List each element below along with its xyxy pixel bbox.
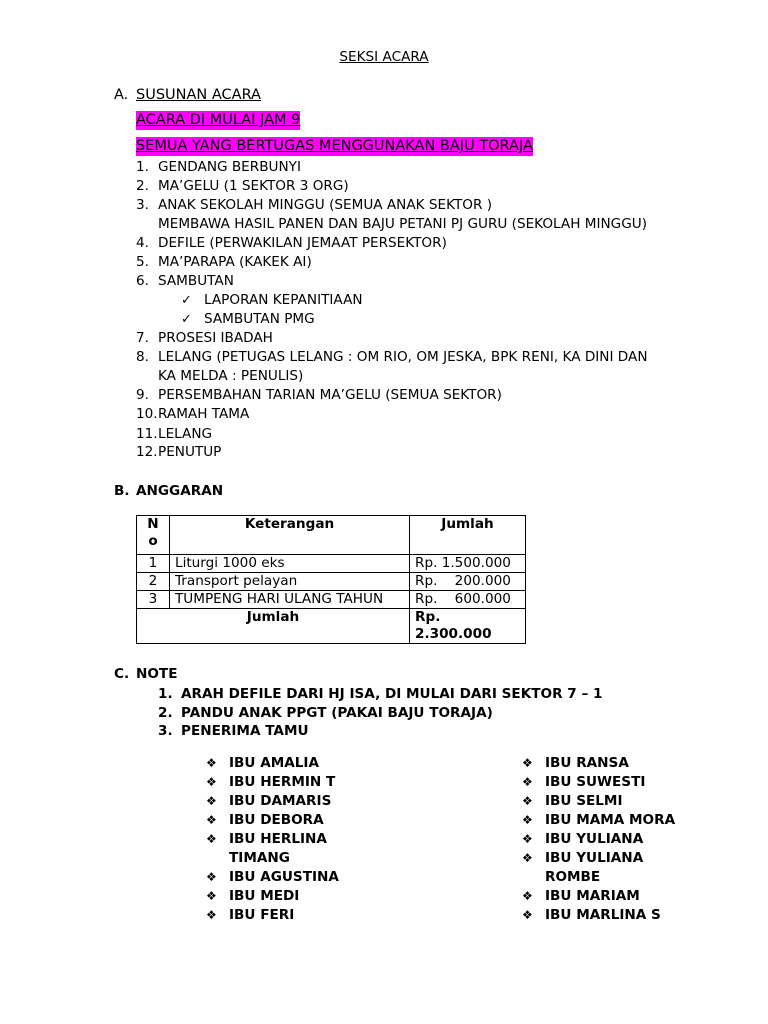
list-item: IBU SELMI	[545, 793, 623, 809]
list-item: IBU HERLINA	[229, 831, 327, 847]
list-item: RAMAH TAMA	[158, 406, 250, 422]
column-header-keterangan: Keterangan	[170, 516, 410, 555]
list-item: DEFILE (PERWAKILAN JEMAAT PERSEKTOR)	[158, 235, 447, 251]
list-item: GENDANG BERBUNYI	[158, 159, 301, 175]
list-item: IBU MARLINA S	[545, 907, 661, 923]
section-a-heading: SUSUNAN ACARA	[136, 87, 261, 103]
list-item: IBU YULIANA	[545, 831, 644, 847]
diamond-bullet-icon: ❖	[206, 756, 217, 770]
list-item-num: 6.	[136, 273, 149, 289]
sub-list-item: SAMBUTAN PMG	[204, 311, 315, 327]
table-cell: 1	[137, 555, 170, 573]
list-item: IBU MEDI	[229, 888, 300, 904]
table-row	[137, 573, 526, 591]
list-item-continuation: TIMANG	[229, 850, 290, 866]
table-cell: 3	[137, 591, 170, 609]
list-item-num: 7.	[136, 330, 149, 346]
list-item: IBU AMALIA	[229, 755, 319, 771]
list-item-num: 2.	[136, 178, 149, 194]
section-b-heading: ANGGARAN	[136, 483, 224, 499]
list-item-num: 8.	[136, 349, 149, 365]
list-item-num: 5.	[136, 254, 149, 270]
list-item: IBU AGUSTINA	[229, 869, 339, 885]
diamond-bullet-icon: ❖	[522, 851, 533, 865]
list-item-num: 4.	[136, 235, 149, 251]
table-total-row	[137, 609, 526, 644]
list-item: SAMBUTAN	[158, 273, 234, 289]
list-item: IBU SUWESTI	[545, 774, 646, 790]
list-item-num: 1.	[136, 159, 149, 175]
budget-table	[136, 515, 526, 644]
page-title: SEKSI ACARA	[339, 49, 429, 65]
table-cell: 2	[137, 573, 170, 591]
total-value: Rp. 2.300.000	[410, 609, 526, 644]
list-item: IBU RANSA	[545, 755, 629, 771]
list-item: PERSEMBAHAN TARIAN MA’GELU (SEMUA SEKTOR)	[158, 387, 502, 403]
section-c-letter: C.	[114, 666, 130, 682]
diamond-bullet-icon: ❖	[522, 794, 533, 808]
note-item: PANDU ANAK PPGT (PAKAI BAJU TORAJA)	[181, 705, 493, 721]
diamond-bullet-icon: ❖	[522, 832, 533, 846]
list-item: PROSESI IBADAH	[158, 330, 273, 346]
list-item-num: 9.	[136, 387, 149, 403]
diamond-bullet-icon: ❖	[522, 756, 533, 770]
checkmark-icon: ✓	[181, 293, 192, 308]
diamond-bullet-icon: ❖	[522, 813, 533, 827]
sub-list-item: LAPORAN KEPANITIAAN	[204, 292, 363, 308]
list-item: PENUTUP	[158, 444, 222, 460]
diamond-bullet-icon: ❖	[206, 870, 217, 884]
column-header-no	[137, 516, 170, 555]
list-item: IBU FERI	[229, 907, 295, 923]
note-item-num: 2.	[158, 705, 173, 721]
list-item-num: 11.	[136, 426, 158, 442]
list-item: MA’PARAPA (KAKEK AI)	[158, 254, 312, 270]
list-item-continuation: ROMBE	[545, 869, 601, 885]
list-item: LELANG (PETUGAS LELANG : OM RIO, OM JESKA, BPK RENI, KA DINI DAN	[158, 349, 648, 365]
table-row	[137, 555, 526, 573]
diamond-bullet-icon: ❖	[206, 813, 217, 827]
highlight-start-time: ACARA DI MULAI JAM 9	[136, 112, 301, 128]
table-cell: Rp. 1.500.000	[410, 555, 526, 573]
note-item-num: 3.	[158, 723, 173, 739]
diamond-bullet-icon: ❖	[522, 889, 533, 903]
note-item-num: 1.	[158, 686, 173, 702]
column-header-jumlah: Jumlah	[410, 516, 526, 555]
note-item: PENERIMA TAMU	[181, 723, 309, 739]
list-item-continuation: MEMBAWA HASIL PANEN DAN BAJU PETANI PJ GURU (SEKOLAH MINGGU)	[158, 216, 648, 232]
column-header-label: N o	[147, 516, 159, 549]
list-item: ANAK SEKOLAH MINGGU (SEMUA ANAK SEKTOR )	[158, 197, 493, 213]
list-item-num: 10.	[136, 406, 158, 422]
table-row	[137, 591, 526, 609]
diamond-bullet-icon: ❖	[206, 832, 217, 846]
list-item: LELANG	[158, 426, 213, 442]
table-cell: Rp. 600.000	[410, 591, 526, 609]
total-label: Jumlah	[137, 609, 410, 644]
section-b-letter: B.	[114, 483, 130, 499]
table-cell: Transport pelayan	[170, 573, 410, 591]
list-item: IBU YULIANA	[545, 850, 644, 866]
list-item: IBU MARIAM	[545, 888, 640, 904]
list-item: IBU MAMA MORA	[545, 812, 676, 828]
list-item-continuation: KA MELDA : PENULIS)	[158, 368, 304, 384]
diamond-bullet-icon: ❖	[522, 775, 533, 789]
diamond-bullet-icon: ❖	[206, 775, 217, 789]
note-item: ARAH DEFILE DARI HJ ISA, DI MULAI DARI SEKTOR 7 – 1	[181, 686, 603, 702]
diamond-bullet-icon: ❖	[206, 794, 217, 808]
diamond-bullet-icon: ❖	[206, 889, 217, 903]
table-cell: Rp. 200.000	[410, 573, 526, 591]
list-item: IBU DEBORA	[229, 812, 324, 828]
highlight-dress-code: SEMUA YANG BERTUGAS MENGGUNAKAN BAJU TORAJA	[136, 138, 533, 154]
list-item: IBU HERMIN T	[229, 774, 336, 790]
table-cell: Liturgi 1000 eks	[170, 555, 410, 573]
list-item: MA’GELU (1 SEKTOR 3 ORG)	[158, 178, 349, 194]
list-item-num: 12.	[136, 444, 158, 460]
list-item-num: 3.	[136, 197, 149, 213]
checkmark-icon: ✓	[181, 312, 192, 327]
section-a-letter: A.	[114, 87, 129, 103]
list-item: IBU DAMARIS	[229, 793, 332, 809]
diamond-bullet-icon: ❖	[206, 908, 217, 922]
diamond-bullet-icon: ❖	[522, 908, 533, 922]
table-cell: TUMPENG HARI ULANG TAHUN	[170, 591, 410, 609]
table-header-row	[137, 516, 526, 555]
section-c-heading: NOTE	[136, 666, 178, 682]
